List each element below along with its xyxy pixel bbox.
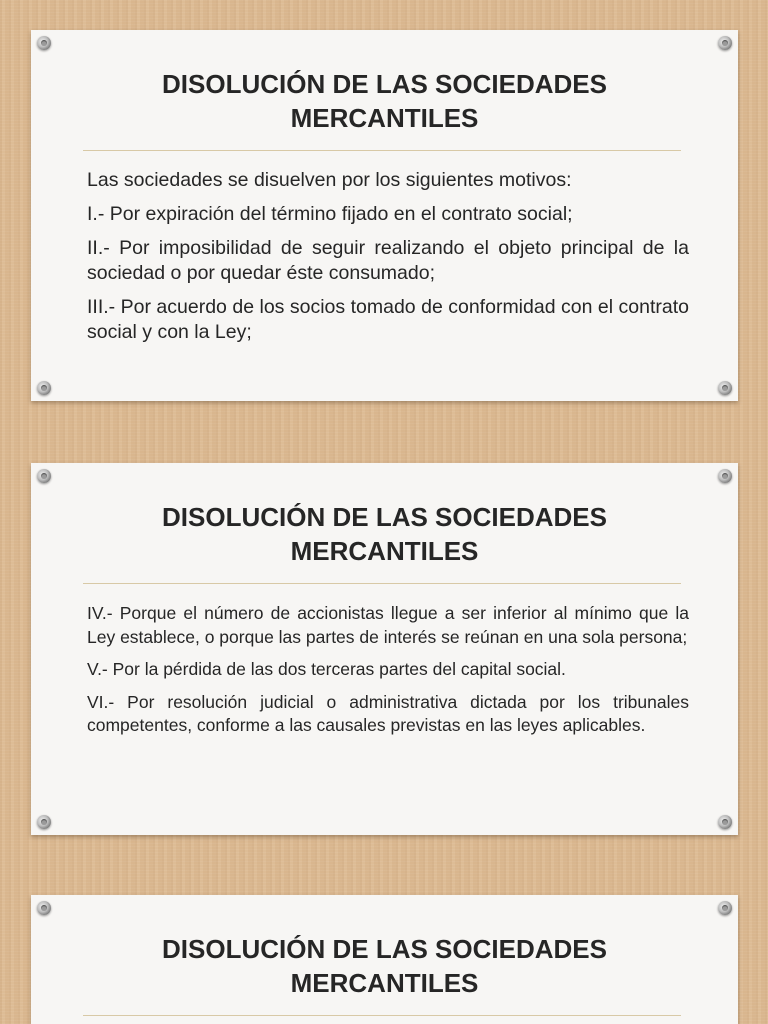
slide-2: [0, 432, 768, 864]
slide-3-title-line2: MERCANTILES: [290, 968, 479, 998]
paragraph: IV.- Porque el número de accionistas llegue a ser inferior al mínimo que la Ley establece, o porque las partes de interés se reúnan en una sola persona;: [87, 603, 689, 647]
pin-icon: [718, 381, 732, 395]
slide-3: [0, 865, 768, 1024]
slide-2-title-line2: MERCANTILES: [290, 536, 479, 566]
slide-3-title-line1: DISOLUCIÓN DE LAS SOCIEDADES: [162, 934, 607, 964]
pin-icon: [718, 36, 732, 50]
slide-2-card: [31, 463, 738, 835]
slide-1-card: [31, 30, 738, 401]
slide-1-title-line2: MERCANTILES: [290, 103, 479, 133]
slide-1: [0, 0, 768, 432]
pin-icon: [718, 469, 732, 483]
pin-icon: [37, 469, 51, 483]
paragraph: III.- Por acuerdo de los socios tomado de conformidad con el contrato social y con la Ley;: [87, 296, 689, 343]
title-divider: [83, 1015, 681, 1016]
paragraph: V.- Por la pérdida de las dos terceras partes del capital social.: [87, 659, 566, 679]
pin-icon: [37, 815, 51, 829]
paragraph: I.- Por expiración del término fijado en el contrato social;: [87, 203, 573, 225]
slide-2-title-line1: DISOLUCIÓN DE LAS SOCIEDADES: [162, 502, 607, 532]
pin-icon: [37, 381, 51, 395]
pin-icon: [37, 901, 51, 915]
slide-3-card: [31, 895, 738, 1024]
slide-2-body: [87, 602, 689, 747]
slide-3-title: [31, 932, 738, 1000]
pin-icon: [718, 901, 732, 915]
slide-1-title-line1: DISOLUCIÓN DE LAS SOCIEDADES: [162, 69, 607, 99]
slide-2-title: [31, 500, 738, 568]
pin-icon: [37, 36, 51, 50]
title-divider: [83, 150, 681, 151]
title-divider: [83, 583, 681, 584]
pin-icon: [718, 815, 732, 829]
slide-1-title: [31, 67, 738, 135]
paragraph: Las sociedades se disuelven por los siguientes motivos:: [87, 169, 572, 191]
paragraph: II.- Por imposibilidad de seguir realizando el objeto principal de la sociedad o por quedar éste consumado;: [87, 237, 689, 284]
paragraph: VI.- Por resolución judicial o administrativa dictada por los tribunales competentes, conforme a las causales previstas en las leyes aplicables.: [87, 691, 689, 735]
slide-1-body: [87, 168, 689, 354]
